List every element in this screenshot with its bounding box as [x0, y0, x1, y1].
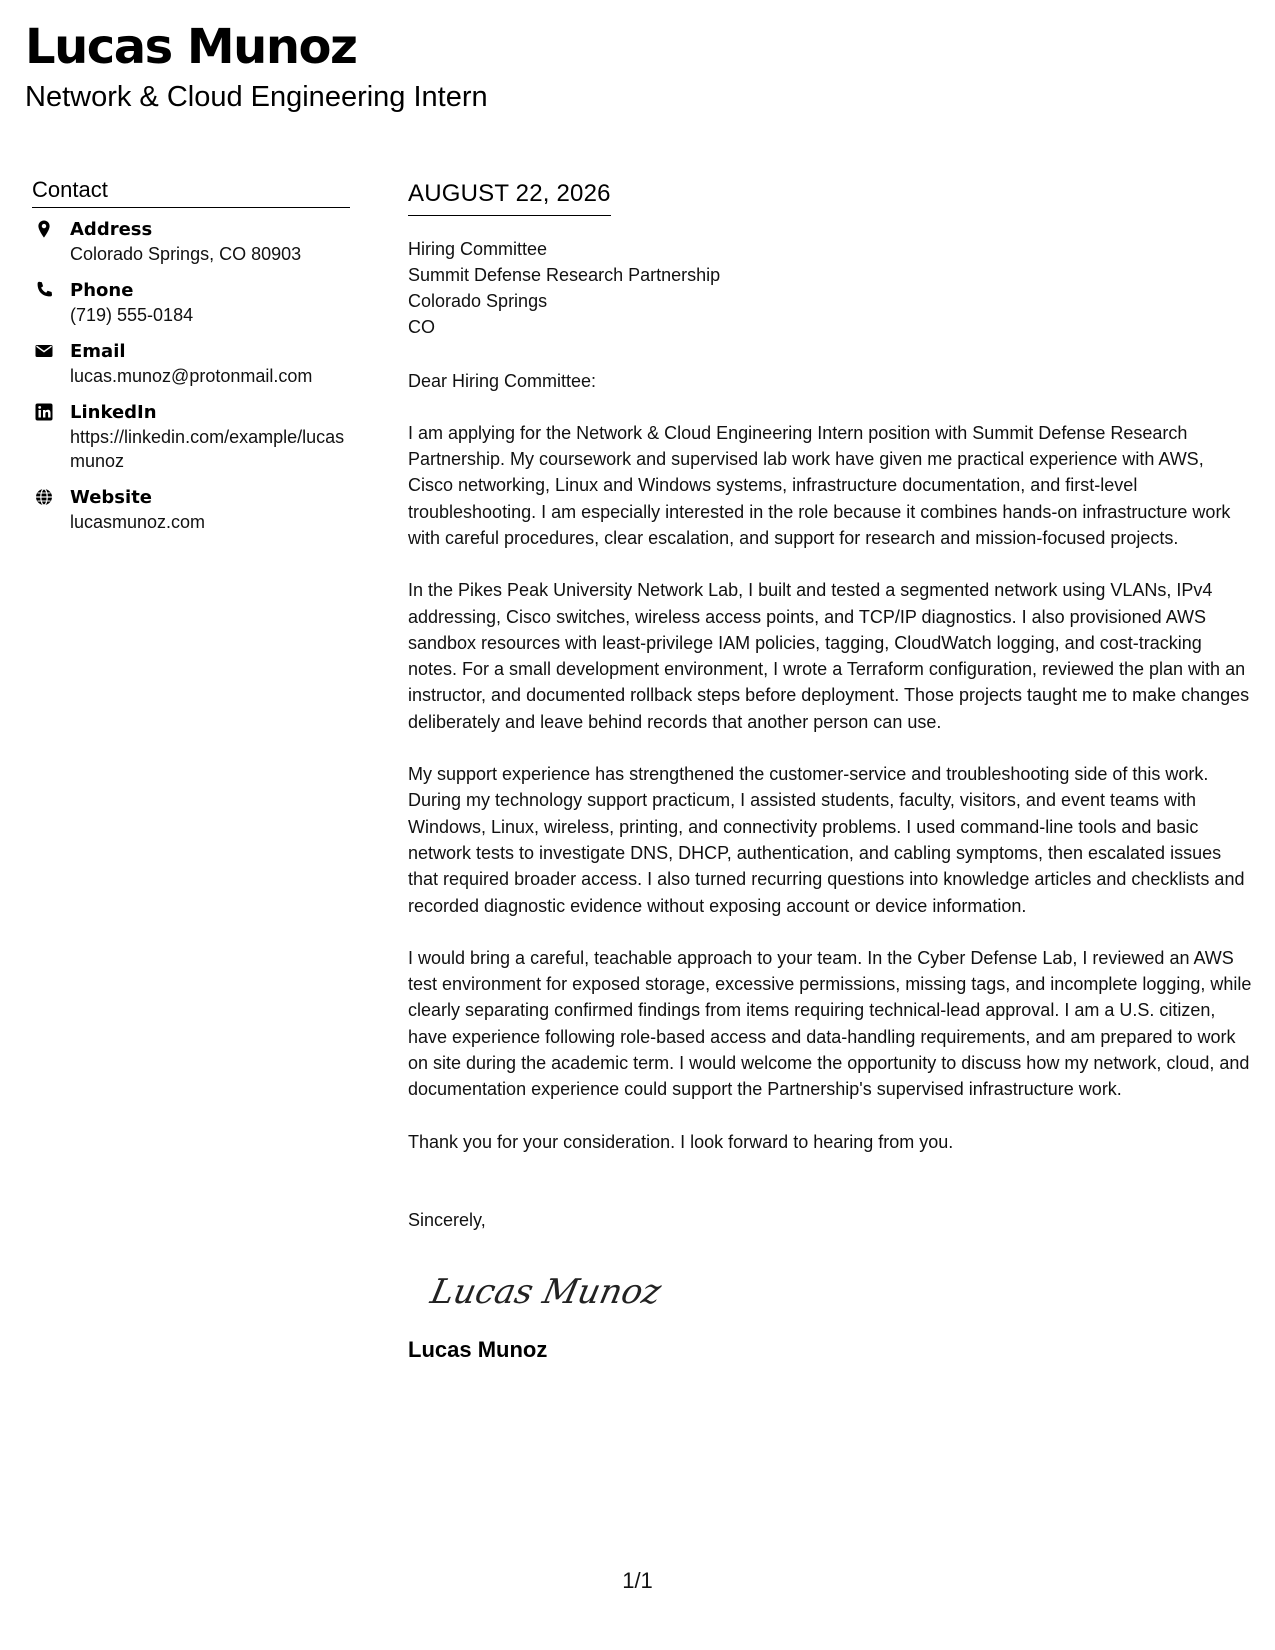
- contact-item-linkedin: [32, 401, 350, 473]
- email-value: lucas.munoz@protonmail.com: [70, 366, 313, 387]
- letter-paragraph: I am applying for the Network & Cloud Engineering Intern position with Summit Defense Research Partnership. My coursework and supervised lab work have given me practical experience with AWS, Cisco networking, Linux and Windows systems, infrastructure documentation, and first-level troubleshooting. I am especially interested in the role because it combines hands-on infrastructure work with careful procedures, clear escalation, and support for research and mission-focused projects.: [408, 422, 1231, 548]
- phone-value: (719) 555-0184: [70, 305, 194, 326]
- contact-label: Website: [70, 487, 153, 509]
- applicant-title: Network & Cloud Engineering Intern: [25, 81, 488, 113]
- letter-paragraph: I would bring a careful, teachable approach to your team. In the Cyber Defense Lab, I reviewed an AWS test environment for exposed storage, excessive permissions, missing tags, and incomplete logging, while clearly separating confirmed findings from items requiring technical-lead approval. I am a U.S. citizen, have experience following role-based access and data-handling requirements, and am prepared to work on site during the academic term. I would welcome the opportunity to discuss how my network, cloud, and documentation experience could support the Partnership's supervised infrastructure work.: [408, 947, 1252, 1100]
- contact-item-website: [32, 486, 350, 534]
- closing: Sincerely,: [408, 1209, 486, 1230]
- recipient-line: Colorado Springs: [408, 290, 548, 311]
- envelope-icon: [34, 341, 54, 361]
- applicant-name: Lucas Munoz: [25, 19, 357, 75]
- linkedin-icon: [34, 402, 54, 422]
- contact-item-address: [32, 218, 350, 266]
- phone-icon: [34, 280, 54, 300]
- letter-paragraph: In the Pikes Peak University Network Lab, I built and tested a segmented network using VLANs, IPv4 addressing, Cisco switches, wireless access points, and TCP/IP diagnostics. I also provisioned AWS sandbox resources with least-privilege IAM policies, tagging, CloudWatch logging, and cost-tracking notes. For a small development environment, I wrote a Terraform configuration, reviewed the plan with an instructor, and documented rollback steps before deployment. Those projects taught me to make changes deliberately and leave behind records that another person can use.: [408, 580, 1250, 732]
- contact-label: Phone: [70, 280, 134, 302]
- handwritten-signature: [427, 1261, 665, 1319]
- letter-paragraph: My support experience has strengthened the customer-service and troubleshooting side of this work. During my technology support practicum, I assisted students, faculty, visitors, and event teams with Windows, Linux, wireless, printing, and connectivity problems. I used command-line tools and basic network tests to investigate DNS, DHCP, authentication, and cabling symptoms, then escalated issues that required broader access. I also turned recurring questions into knowledge articles and checklists and recorded diagnostic evidence without exposing account or device information.: [408, 764, 1245, 916]
- salutation: Dear Hiring Committee:: [408, 370, 597, 391]
- letter-paragraph: Thank you for your consideration. I look forward to hearing from you.: [408, 1131, 954, 1152]
- contact-heading: Contact: [32, 177, 350, 208]
- contact-item-phone: [32, 279, 350, 327]
- signer-name: Lucas Munoz: [408, 1336, 548, 1362]
- recipient-block: [408, 236, 1253, 340]
- map-pin-icon: [34, 219, 54, 239]
- contact-label: Address: [70, 219, 153, 241]
- globe-icon: [34, 487, 54, 507]
- contact-sidebar: [32, 177, 350, 547]
- contact-label: LinkedIn: [70, 402, 157, 424]
- signature-text: Lucas Munoz: [427, 1272, 665, 1312]
- contact-label: Email: [70, 341, 126, 363]
- address-value: Colorado Springs, CO 80903: [70, 244, 302, 265]
- letter-body: [408, 180, 1253, 1363]
- recipient-line: CO: [408, 316, 435, 337]
- recipient-line: Summit Defense Research Partnership: [408, 264, 721, 285]
- website-value: lucasmunoz.com: [70, 512, 206, 533]
- contact-item-email: [32, 340, 350, 388]
- page-number: 1/1: [622, 1568, 653, 1593]
- letter-date: AUGUST 22, 2026: [408, 180, 611, 216]
- recipient-line: Hiring Committee: [408, 238, 548, 259]
- linkedin-value: https://linkedin.com/example/lucasmunoz: [70, 427, 345, 472]
